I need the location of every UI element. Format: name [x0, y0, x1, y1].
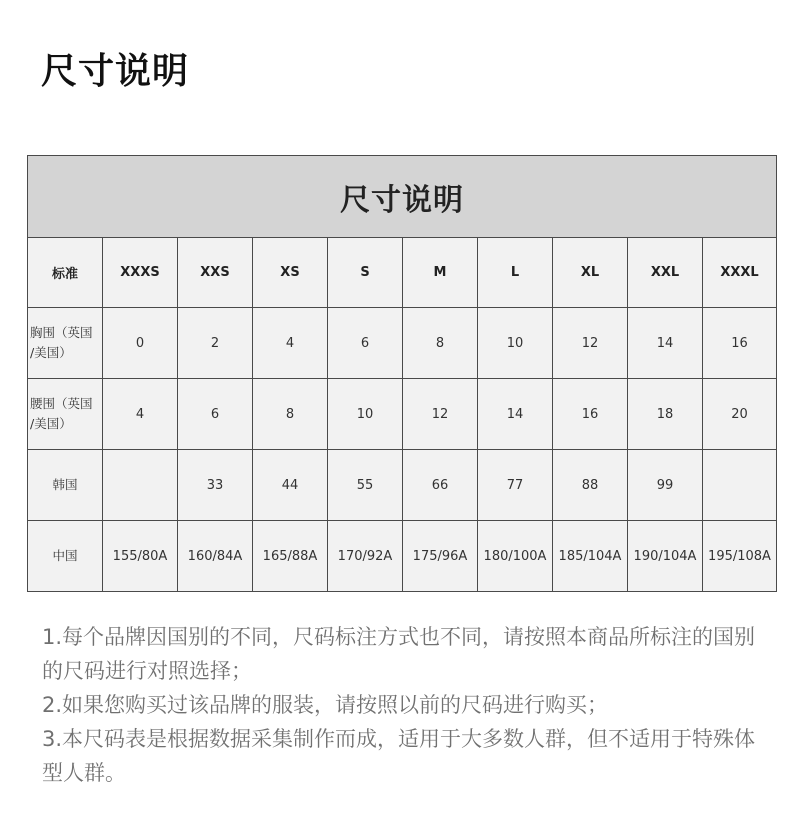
- table-cell: 195/108A: [703, 521, 777, 592]
- row-label-line: /美国）: [30, 416, 72, 431]
- table-cell: 44: [253, 450, 328, 521]
- table-cell: 16: [703, 308, 777, 379]
- row-label-line: 腰围（英国: [30, 396, 93, 411]
- table-cell: 10: [328, 379, 403, 450]
- table-header-row: [28, 238, 777, 308]
- table-cell: 6: [178, 379, 253, 450]
- table-cell: 155/80A: [103, 521, 178, 592]
- table-cell: 175/96A: [403, 521, 478, 592]
- table-cell: 8: [403, 308, 478, 379]
- table-cell: 14: [628, 308, 703, 379]
- header-cell-size: XXS: [178, 238, 253, 308]
- table-cell: 12: [553, 308, 628, 379]
- header-cell-size: S: [328, 238, 403, 308]
- note-item: 2.如果您购买过该品牌的服装，请按照以前的尺码进行购买；: [42, 693, 609, 717]
- table-cell: 6: [328, 308, 403, 379]
- header-cell-size: XXL: [628, 238, 703, 308]
- table-cell: 10: [478, 308, 553, 379]
- table-cell: 160/84A: [178, 521, 253, 592]
- table-cell: 185/104A: [553, 521, 628, 592]
- table-banner-title: 尺寸说明: [28, 156, 777, 238]
- size-chart-table: [27, 155, 777, 592]
- header-cell-size: XL: [553, 238, 628, 308]
- table-cell: 2: [178, 308, 253, 379]
- table-cell: [703, 450, 777, 521]
- table-cell: 180/100A: [478, 521, 553, 592]
- header-cell-size: M: [403, 238, 478, 308]
- table-cell: 99: [628, 450, 703, 521]
- row-label-korea: 韩国: [28, 450, 103, 521]
- table-cell: [103, 450, 178, 521]
- table-cell: 77: [478, 450, 553, 521]
- table-cell: 4: [253, 308, 328, 379]
- table-cell: 16: [553, 379, 628, 450]
- row-label-chest: [28, 308, 103, 379]
- table-cell: 66: [403, 450, 478, 521]
- row-label-line: /美国）: [30, 345, 72, 360]
- table-cell: 190/104A: [628, 521, 703, 592]
- table-cell: 88: [553, 450, 628, 521]
- row-label-china: 中国: [28, 521, 103, 592]
- table-cell: 20: [703, 379, 777, 450]
- table-cell: 18: [628, 379, 703, 450]
- table-cell: 14: [478, 379, 553, 450]
- header-cell-size: L: [478, 238, 553, 308]
- header-cell-size: XS: [253, 238, 328, 308]
- row-label-line: 胸围（英国: [30, 325, 93, 340]
- table-cell: 12: [403, 379, 478, 450]
- header-cell-size: XXXS: [103, 238, 178, 308]
- table-row-waist: [28, 379, 777, 450]
- table-row-chest: [28, 308, 777, 379]
- table-row-korea: [28, 450, 777, 521]
- header-cell-size: XXXL: [703, 238, 777, 308]
- row-label-waist: [28, 379, 103, 450]
- header-cell-standard: 标准: [28, 238, 103, 308]
- table-cell: 33: [178, 450, 253, 521]
- table-cell: 0: [103, 308, 178, 379]
- page-title: 尺寸说明: [41, 51, 190, 92]
- note-item: 3.本尺码表是根据数据采集制作而成，适用于大多数人群，但不适用于特殊体型人群。: [42, 727, 756, 785]
- table-cell: 8: [253, 379, 328, 450]
- size-notes: [42, 620, 762, 790]
- table-cell: 170/92A: [328, 521, 403, 592]
- note-item: 1.每个品牌因国别的不同，尺码标注方式也不同，请按照本商品所标注的国别的尺码进行对照选择；: [42, 625, 756, 683]
- table-cell: 165/88A: [253, 521, 328, 592]
- table-row-china: [28, 521, 777, 592]
- table-cell: 55: [328, 450, 403, 521]
- table-cell: 4: [103, 379, 178, 450]
